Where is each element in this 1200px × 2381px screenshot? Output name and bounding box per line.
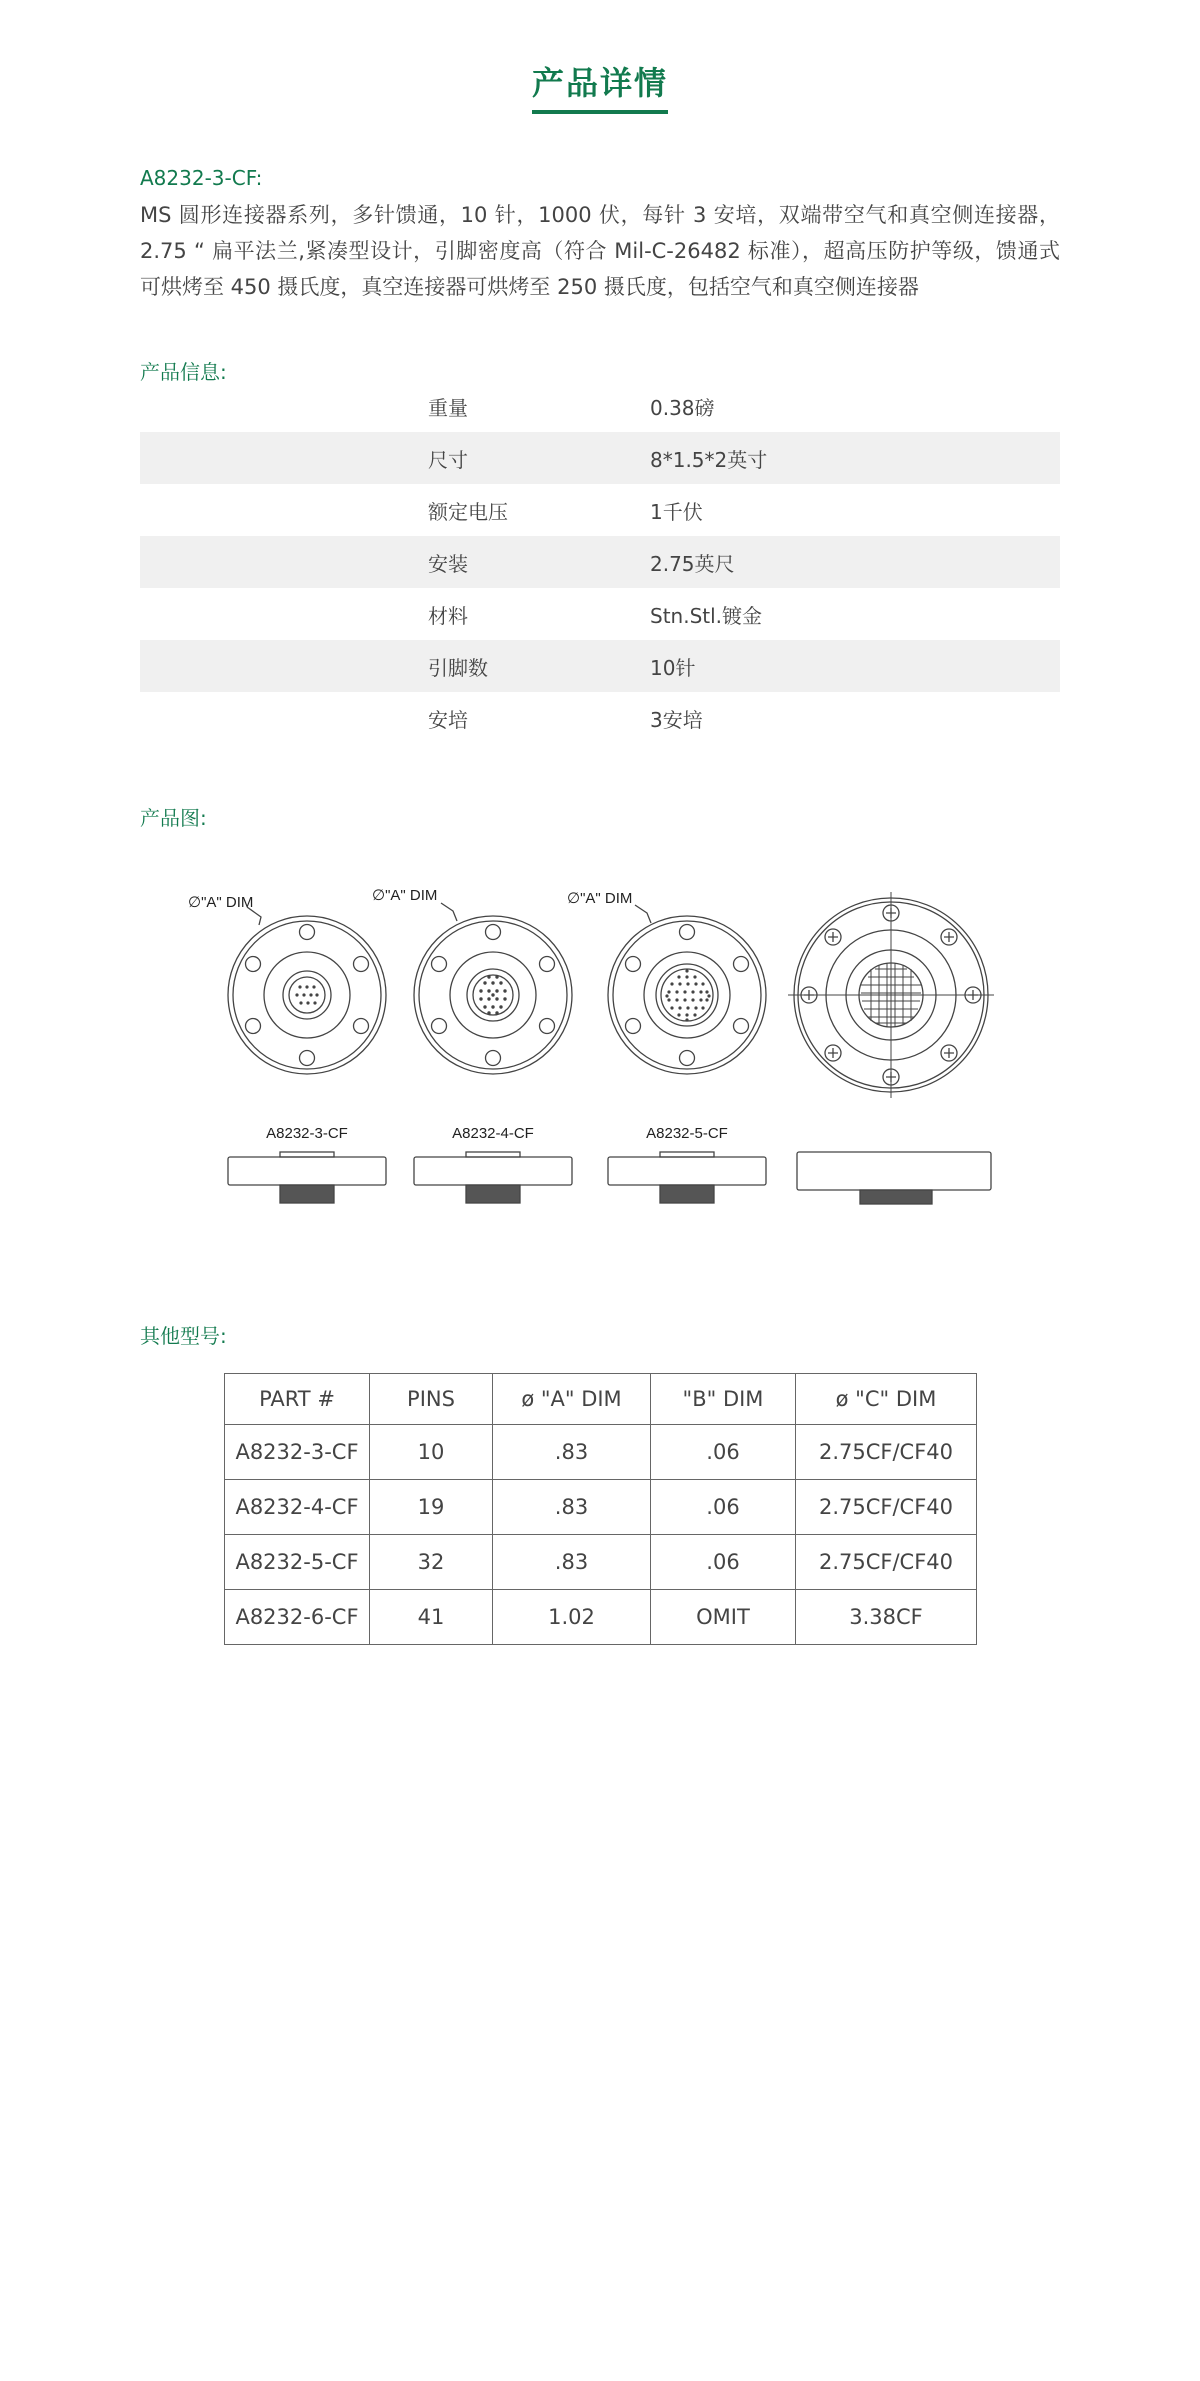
table-cell: A8232-5-CF bbox=[225, 1535, 370, 1590]
drawing-caption: A8232-3-CF bbox=[266, 1125, 348, 1142]
info-value: Stn.Stl.镀金 bbox=[650, 603, 763, 628]
table-cell: .83 bbox=[493, 1480, 651, 1535]
table-cell: 2.75CF/CF40 bbox=[796, 1535, 977, 1590]
table-cell: .06 bbox=[651, 1425, 796, 1480]
table-row bbox=[225, 1480, 977, 1535]
info-row bbox=[140, 692, 1060, 744]
info-key: 材料 bbox=[428, 603, 468, 628]
product-drawing bbox=[160, 880, 1040, 1240]
table-cell: 10 bbox=[370, 1425, 493, 1480]
other-models-table bbox=[224, 1373, 977, 1645]
part-name: A8232-3-CF: bbox=[140, 166, 263, 190]
connector-front-view bbox=[608, 905, 766, 1074]
info-value: 10针 bbox=[650, 655, 696, 680]
info-value: 0.38磅 bbox=[650, 395, 715, 420]
table-cell: A8232-4-CF bbox=[225, 1480, 370, 1535]
info-key: 安装 bbox=[428, 551, 468, 576]
table-cell: 1.02 bbox=[493, 1590, 651, 1645]
product-image-label: 产品图: bbox=[140, 806, 207, 830]
column-header: "B" DIM bbox=[651, 1374, 796, 1425]
connector-side-view bbox=[414, 1152, 572, 1203]
info-row bbox=[140, 536, 1060, 588]
table-cell: 19 bbox=[370, 1480, 493, 1535]
column-header: PINS bbox=[370, 1374, 493, 1425]
connector-side-view bbox=[797, 1152, 991, 1204]
connector-front-view bbox=[228, 907, 386, 1074]
table-cell: OMIT bbox=[651, 1590, 796, 1645]
table-cell: .83 bbox=[493, 1425, 651, 1480]
page-title-wrap bbox=[0, 58, 1200, 114]
table-row bbox=[225, 1535, 977, 1590]
info-key: 安培 bbox=[428, 707, 468, 732]
info-row bbox=[140, 640, 1060, 692]
dim-label: ∅"A" DIM bbox=[188, 894, 254, 911]
table-cell: 2.75CF/CF40 bbox=[796, 1480, 977, 1535]
info-row bbox=[140, 484, 1060, 536]
column-header: ø "A" DIM bbox=[493, 1374, 651, 1425]
table-row bbox=[225, 1425, 977, 1480]
info-row bbox=[140, 380, 1060, 432]
part-description: MS 圆形连接器系列，多针馈通，10 针，1000 伏，每针 3 安培，双端带空气和真空侧连接器，2.75 “ 扁平法兰,紧凑型设计，引脚密度高（符合 Mil-C-26482 标准），超高压防护等级，馈通式可烘烤至 450 摄氏度，真空连接器可烘烤至 250 摄氏度，包括空气和真空侧连接器 bbox=[140, 203, 1060, 299]
connector-front-view bbox=[788, 892, 994, 1098]
column-header: ø "C" DIM bbox=[796, 1374, 977, 1425]
info-row bbox=[140, 588, 1060, 640]
info-key: 额定电压 bbox=[428, 499, 508, 524]
info-key: 重量 bbox=[428, 395, 468, 420]
info-row bbox=[140, 432, 1060, 484]
drawing-caption: A8232-4-CF bbox=[452, 1125, 534, 1142]
other-models-label: 其他型号: bbox=[140, 1324, 227, 1348]
info-key: 尺寸 bbox=[428, 447, 468, 472]
product-info-table bbox=[140, 380, 1060, 744]
table-cell: A8232-3-CF bbox=[225, 1425, 370, 1480]
connector-side-view bbox=[608, 1152, 766, 1203]
dim-label: ∅"A" DIM bbox=[567, 890, 633, 907]
column-header: PART # bbox=[225, 1374, 370, 1425]
info-key: 引脚数 bbox=[428, 655, 488, 680]
connector-side-view bbox=[228, 1152, 386, 1203]
page-title: 产品详情 bbox=[532, 58, 668, 114]
info-value: 1千伏 bbox=[650, 499, 703, 524]
table-cell: 32 bbox=[370, 1535, 493, 1590]
table-cell: A8232-6-CF bbox=[225, 1590, 370, 1645]
dim-label: ∅"A" DIM bbox=[372, 887, 438, 904]
table-cell: 41 bbox=[370, 1590, 493, 1645]
table-row bbox=[225, 1590, 977, 1645]
table-cell: 3.38CF bbox=[796, 1590, 977, 1645]
drawing-caption: A8232-5-CF bbox=[646, 1125, 728, 1142]
table-cell: 2.75CF/CF40 bbox=[796, 1425, 977, 1480]
info-value: 2.75英尺 bbox=[650, 551, 735, 576]
table-header-row bbox=[225, 1374, 977, 1425]
info-value: 3安培 bbox=[650, 707, 703, 732]
connector-front-view bbox=[414, 903, 572, 1074]
table-cell: .06 bbox=[651, 1480, 796, 1535]
table-cell: .06 bbox=[651, 1535, 796, 1590]
table-cell: .83 bbox=[493, 1535, 651, 1590]
info-value: 8*1.5*2英寸 bbox=[650, 447, 768, 472]
product-info-label: 产品信息: bbox=[140, 360, 227, 384]
